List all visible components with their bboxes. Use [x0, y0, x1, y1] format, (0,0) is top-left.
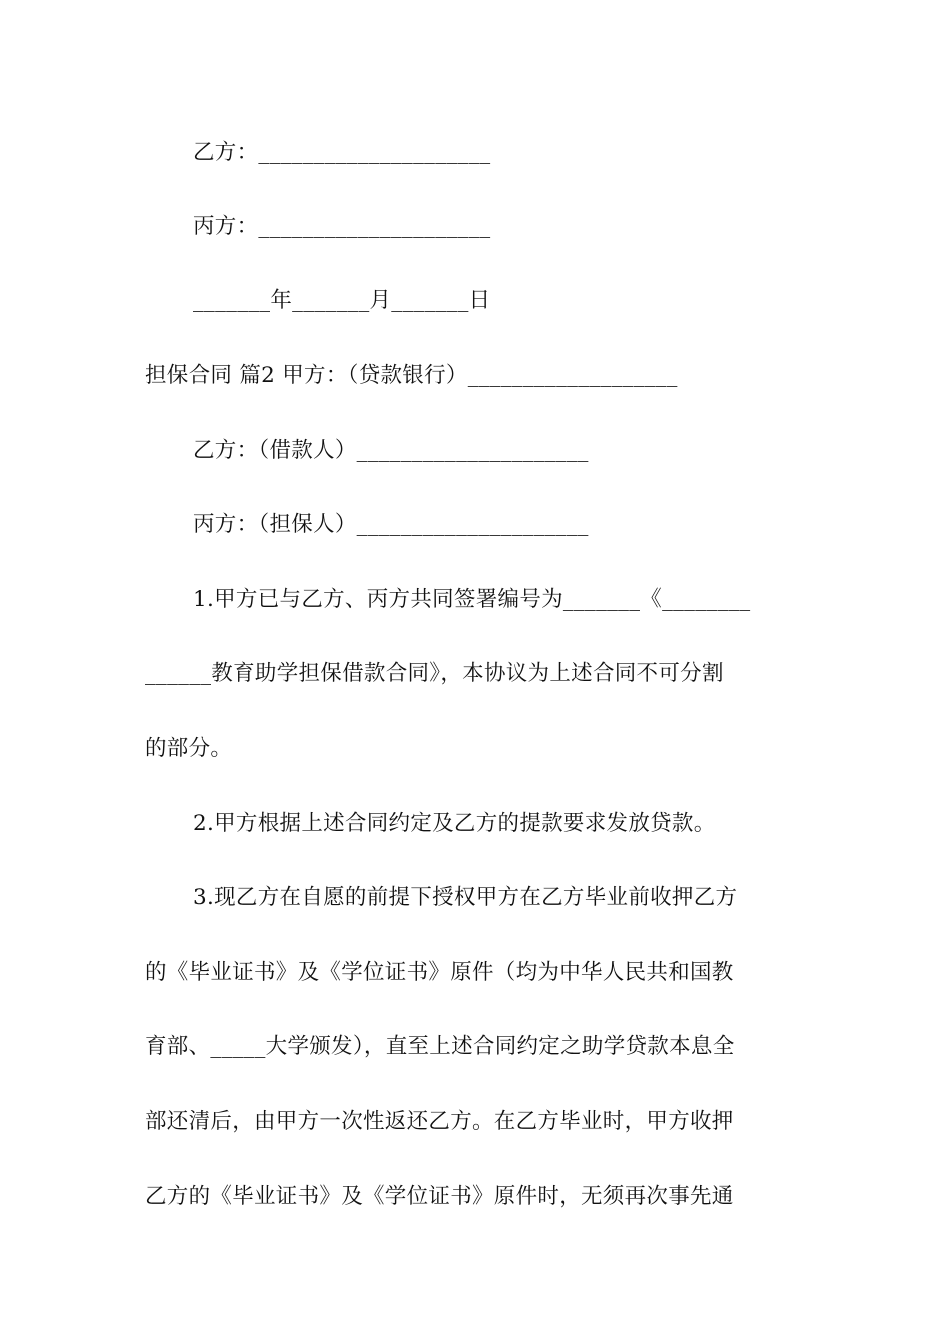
clause-2-line: 2.甲方根据上述合同约定及乙方的提款要求发放贷款。 — [193, 811, 716, 836]
section-title-line: 担保合同 篇2 甲方：（贷款银行）___________________ — [145, 363, 678, 388]
clause-1-line-2: ______教育助学担保借款合同》，本协议为上述合同不可分割 — [145, 661, 724, 686]
clause-1-line-3: 的部分。 — [145, 736, 233, 761]
date-line: _______年_______月_______日 — [193, 288, 491, 313]
party-c-line: 丙方：_____________________ — [193, 214, 491, 239]
clause-3-line-1: 3.现乙方在自愿的前提下授权甲方在乙方毕业前收押乙方 — [193, 885, 738, 910]
clause-3-line-3: 育部、_____大学颁发），直至上述合同约定之助学贷款本息全 — [145, 1034, 735, 1059]
borrower-line: 乙方：（借款人）_____________________ — [193, 438, 589, 463]
clause-3-line-5: 乙方的《毕业证书》及《学位证书》原件时，无须再次事先通 — [145, 1184, 734, 1209]
party-b-line: 乙方：_____________________ — [193, 140, 491, 165]
clause-1-line-1: 1.甲方已与乙方、丙方共同签署编号为_______《________ — [193, 587, 751, 612]
guarantor-line: 丙方：（担保人）_____________________ — [193, 512, 589, 537]
clause-3-line-2: 的《毕业证书》及《学位证书》原件（均为中华人民共和国教 — [145, 960, 734, 985]
clause-3-line-4: 部还清后，由甲方一次性返还乙方。在乙方毕业时，甲方收押 — [145, 1109, 734, 1134]
